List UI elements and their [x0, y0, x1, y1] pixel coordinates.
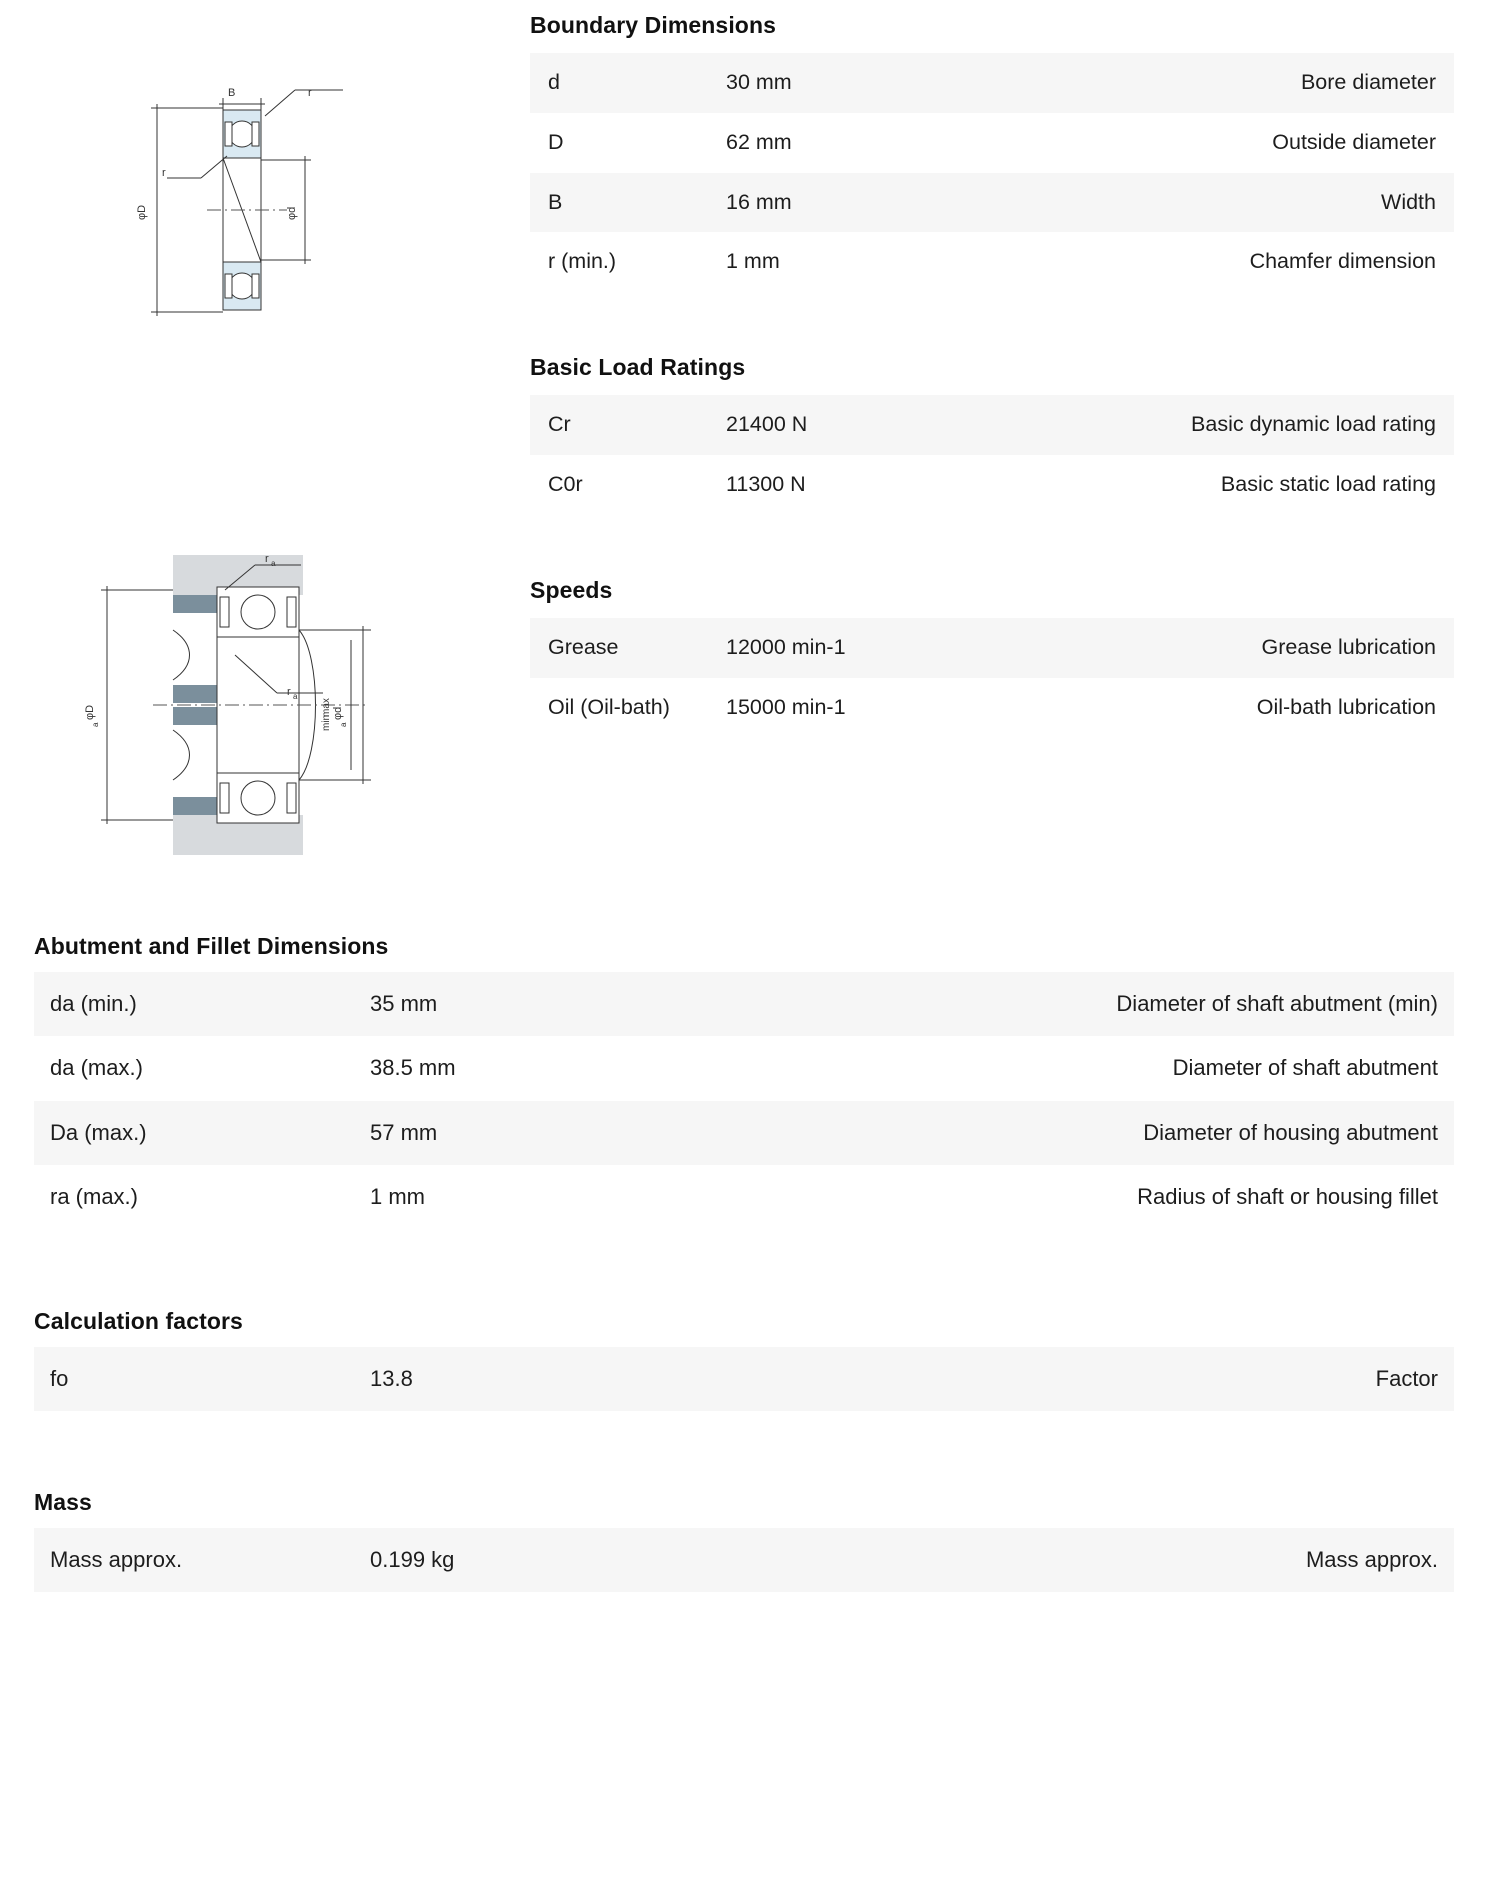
label-phi-Da: φD	[84, 704, 96, 720]
top-section	[0, 0, 1488, 875]
row-symbol: fo	[34, 1347, 354, 1411]
label-ra-top: r	[265, 553, 269, 565]
table-row	[34, 1165, 1454, 1229]
label-phi-da: φd	[332, 706, 344, 720]
row-symbol: r (min.)	[530, 232, 708, 292]
row-value: 21400 N	[708, 395, 918, 455]
calculation-factors-table	[34, 1347, 1454, 1411]
row-value: 35 mm	[354, 972, 654, 1036]
row-value: 0.199 kg	[354, 1528, 654, 1592]
abutment-fillet-drawing	[65, 535, 465, 875]
table-row	[34, 1347, 1454, 1411]
abutment-dimensions-title: Abutment and Fillet Dimensions	[34, 933, 389, 959]
table-row	[530, 53, 1454, 113]
row-value: 1 mm	[354, 1165, 654, 1229]
row-symbol: C0r	[530, 455, 708, 515]
row-symbol: Cr	[530, 395, 708, 455]
row-symbol: d	[530, 53, 708, 113]
row-description: Diameter of shaft abutment (min)	[654, 972, 1454, 1036]
row-symbol: da (min.)	[34, 972, 354, 1036]
label-ra-top-sub: a	[271, 559, 276, 568]
label-r-top: r	[308, 87, 312, 99]
row-description: Chamfer dimension	[918, 232, 1454, 292]
row-value: 12000 min-1	[708, 618, 918, 678]
table-row	[34, 1528, 1454, 1592]
mass-table	[34, 1528, 1454, 1592]
table-row	[530, 678, 1454, 738]
row-description: Bore diameter	[918, 53, 1454, 113]
bearing-cross-section-drawing	[115, 60, 415, 360]
boundary-dimensions-title: Boundary Dimensions	[530, 12, 776, 38]
figures-column	[0, 0, 530, 875]
label-phi-D: φD	[136, 204, 148, 220]
row-description: Diameter of shaft abutment	[654, 1036, 1454, 1100]
spec-column	[530, 0, 1454, 737]
speeds-title: Speeds	[530, 576, 613, 603]
label-B: B	[228, 87, 236, 99]
row-description: Mass approx.	[654, 1528, 1454, 1592]
table-row	[530, 113, 1454, 173]
row-description: Outside diameter	[918, 113, 1454, 173]
table-row	[530, 173, 1454, 233]
bearing-cross-section-figure	[0, 60, 530, 360]
row-value: 30 mm	[708, 53, 918, 113]
label-r-left: r	[162, 167, 166, 179]
table-row	[34, 1036, 1454, 1100]
table-row	[34, 972, 1454, 1036]
row-symbol: ra (max.)	[34, 1165, 354, 1229]
row-symbol: da (max.)	[34, 1036, 354, 1100]
row-value: 57 mm	[354, 1101, 654, 1165]
row-value: 62 mm	[708, 113, 918, 173]
row-value: 13.8	[354, 1347, 654, 1411]
row-symbol: D	[530, 113, 708, 173]
row-value: 15000 min-1	[708, 678, 918, 738]
abutment-dimensions-table	[34, 972, 1454, 1230]
label-phi-da-sub: a	[339, 722, 348, 727]
label-phi-Da-sub: a	[91, 722, 100, 727]
mass-title: Mass	[34, 1488, 92, 1515]
row-value: 16 mm	[708, 173, 918, 233]
row-symbol: Da (max.)	[34, 1101, 354, 1165]
row-value: 11300 N	[708, 455, 918, 515]
basic-load-ratings-table	[530, 395, 1454, 515]
row-value: 1 mm	[708, 232, 918, 292]
table-row	[530, 455, 1454, 515]
row-description: Basic static load rating	[918, 455, 1454, 515]
table-row	[530, 232, 1454, 292]
label-ra-mid-sub: a	[293, 692, 298, 701]
row-description: Basic dynamic load rating	[918, 395, 1454, 455]
row-description: Radius of shaft or housing fillet	[654, 1165, 1454, 1229]
row-symbol: Oil (Oil-bath)	[530, 678, 708, 738]
label-phi-d: φd	[286, 206, 298, 220]
boundary-dimensions-table	[530, 53, 1454, 292]
lower-section	[0, 933, 1488, 1592]
table-row	[34, 1101, 1454, 1165]
row-description: Grease lubrication	[918, 618, 1454, 678]
row-symbol: Grease	[530, 618, 708, 678]
label-ra-mid: r	[287, 686, 291, 698]
row-value: 38.5 mm	[354, 1036, 654, 1100]
row-description: Factor	[654, 1347, 1454, 1411]
row-description: Diameter of housing abutment	[654, 1101, 1454, 1165]
label-min: min	[321, 714, 332, 731]
row-description: Oil-bath lubrication	[918, 678, 1454, 738]
table-row	[530, 395, 1454, 455]
table-row	[530, 618, 1454, 678]
row-symbol: B	[530, 173, 708, 233]
speeds-table	[530, 618, 1454, 738]
calculation-factors-title: Calculation factors	[34, 1307, 243, 1334]
basic-load-ratings-title: Basic Load Ratings	[530, 354, 746, 381]
label-max: max	[321, 698, 332, 717]
row-symbol: Mass approx.	[34, 1528, 354, 1592]
abutment-fillet-figure	[0, 535, 530, 875]
row-description: Width	[918, 173, 1454, 233]
